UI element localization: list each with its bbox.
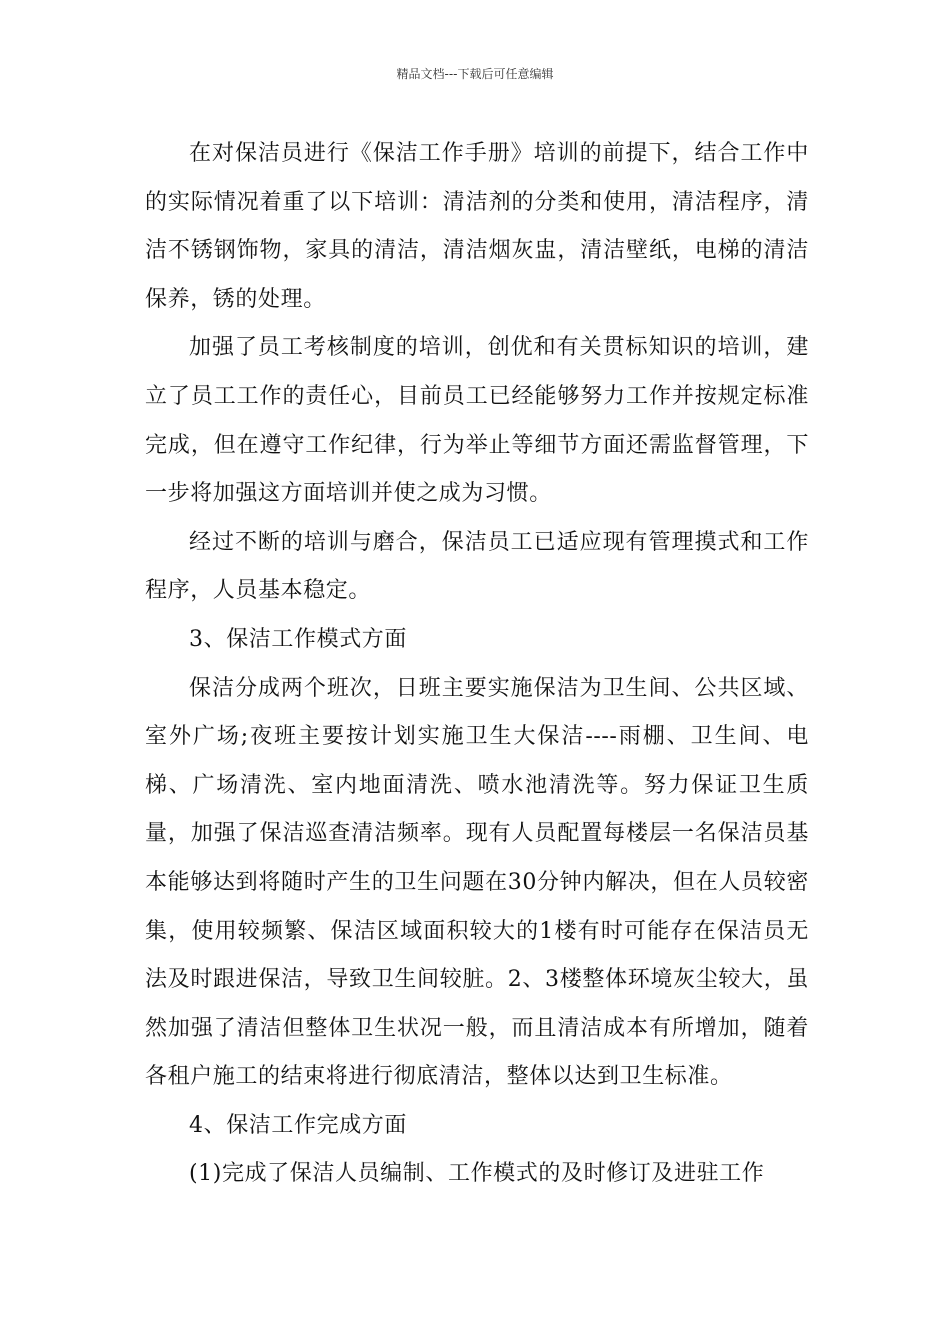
- paragraph-shift-schedule: 保洁分成两个班次，日班主要实施保洁为卫生间、公共区域、室外广场;夜班主要按计划实施卫生大保洁----雨棚、卫生间、电梯、广场清洗、室内地面清洗、喷水池清洗等。努力保证卫生质量，加强了保洁巡查清洁频率。现有人员配置每楼层一名保洁员基本能够达到将随时产生的卫生问题在30分钟内解决，但在人员较密集，使用较频繁、保洁区域面积较大的1楼有时可能存在保洁员无法及时跟进保洁，导致卫生间较脏。2、3楼整体环境灰尘较大，虽然加强了清洁但整体卫生状况一般，而且清洁成本有所增加，随着各租户施工的结束将进行彻底清洁，整体以达到卫生标准。: [145, 675, 809, 1090]
- section-heading-completion: 4、保洁工作完成方面: [189, 1112, 407, 1138]
- paragraph-training-manual: 在对保洁员进行《保洁工作手册》培训的前提下，结合工作中的实际情况着重了以下培训：清洁剂的分类和使用，清洁程序，清洁不锈钢饰物，家具的清洁，清洁烟灰盅，清洁壁纸，电梯的清洁保养，锈的处理。: [145, 141, 809, 312]
- paragraph-assessment-training: 加强了员工考核制度的培训，创优和有关贯标知识的培训，建立了员工工作的责任心，目前员工已经能够努力工作并按规定标准完成，但在遵守工作纪律，行为举止等细节方面还需监督管理，下一步将加强这方面培训并使之成为习惯。: [145, 335, 809, 507]
- paragraph-staff-stability: 经过不断的培训与磨合，保洁员工已适应现有管理摸式和工作程序，人员基本稳定。: [145, 529, 809, 604]
- paragraph-completion-item-1: (1)完成了保洁人员编制、工作模式的及时修订及进驻工作: [189, 1161, 765, 1187]
- document-body: [145, 130, 809, 1199]
- section-heading-work-mode: 3、保洁工作模式方面: [189, 626, 407, 652]
- page-header: 精品文档---下载后可任意编辑: [396, 67, 554, 81]
